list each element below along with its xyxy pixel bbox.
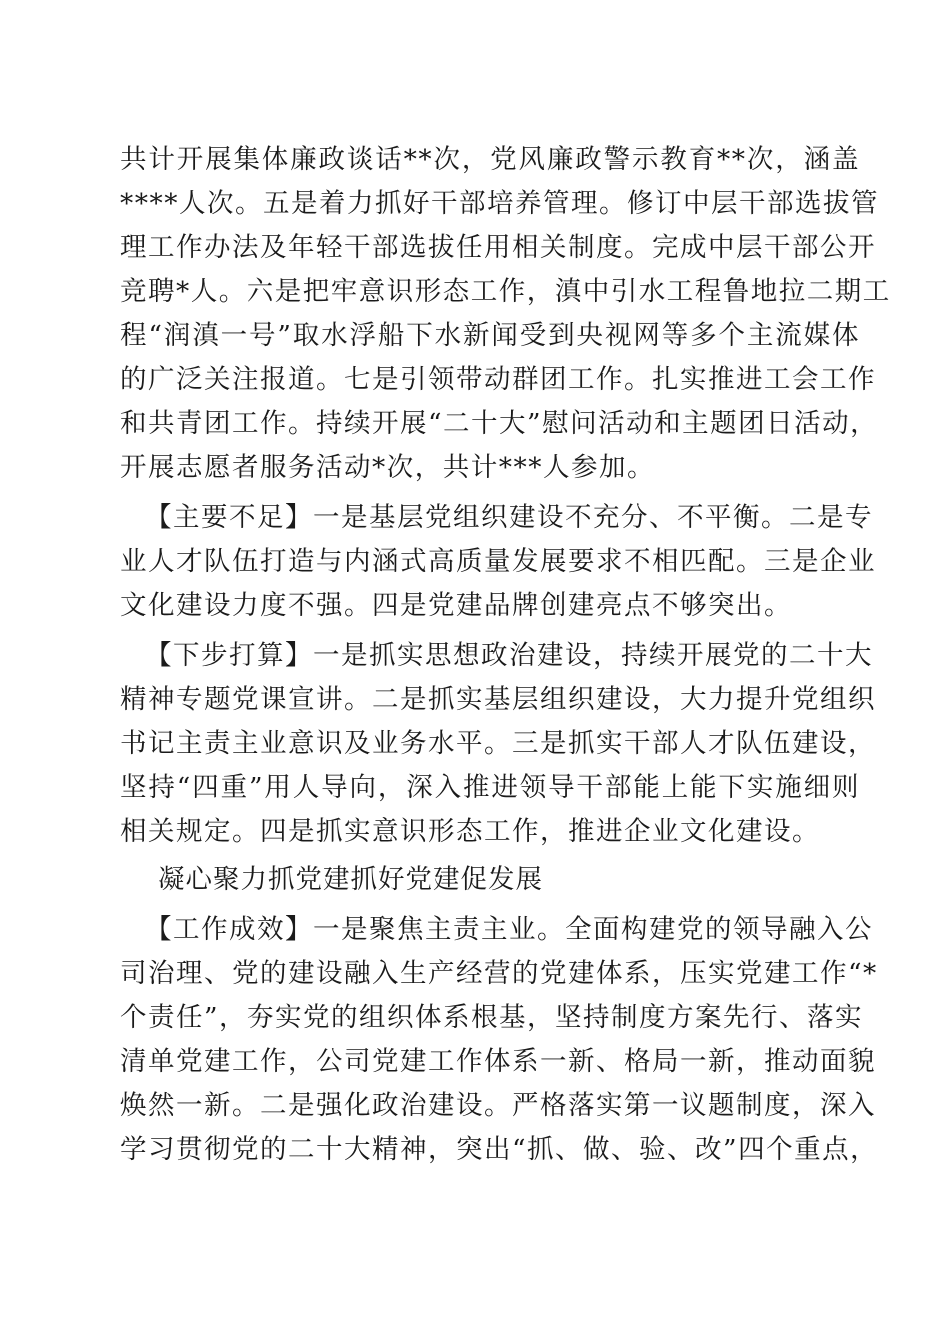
text-line: 共计开展集体廉政谈话**次，党风廉政警示教育**次，涵盖 (120, 144, 860, 175)
text-line: 司治理、党的建设融入生产经营的党建体系，压实党建工作“* (120, 958, 878, 989)
text-line: 清单党建工作，公司党建工作体系一新、格局一新，推动面貌 (120, 1046, 876, 1077)
text-line: 相关规定。四是抓实意识形态工作，推进企业文化建设。 (120, 816, 820, 847)
text-line: 焕然一新。二是强化政治建设。严格落实第一议题制度，深入 (120, 1090, 876, 1121)
text-line: 书记主责主业意识及业务水平。三是抓实干部人才队伍建设， (120, 728, 876, 759)
text-line: 和共青团工作。持续开展“二十大”慰问活动和主题团日活动， (120, 408, 879, 439)
text-line: 的广泛关注报道。七是引领带动群团工作。扎实推进工会工作 (120, 364, 876, 395)
text-line: 业人才队伍打造与内涵式高质量发展要求不相匹配。三是企业 (120, 546, 876, 577)
text-line: 程“润滇一号”取水浮船下水新闻受到央视网等多个主流媒体 (120, 320, 860, 351)
text-line: 坚持“四重”用人导向，深入推进领导干部能上能下实施细则 (120, 772, 860, 803)
text-line: ****人次。五是着力抓好干部培养管理。修订中层干部选拔管 (120, 188, 879, 219)
text-line: 文化建设力度不强。四是党建品牌创建亮点不够突出。 (120, 590, 792, 621)
section-heading: 凝心聚力抓党建抓好党建促发展 (158, 864, 543, 895)
paragraph-start-next-steps: 【下步打算】一是抓实思想政治建设，持续开展党的二十大 (145, 640, 873, 671)
text-line: 开展志愿者服务活动*次，共计***人参加。 (120, 452, 655, 483)
text-line: 竞聘*人。六是把牢意识形态工作，滇中引水工程鲁地拉二期工 (120, 276, 891, 307)
text-line: 个责任”，夯实党的组织体系根基，坚持制度方案先行、落实 (120, 1002, 864, 1033)
text-line: 精神专题党课宣讲。二是抓实基层组织建设，大力提升党组织 (120, 684, 876, 715)
paragraph-start-achievements: 【工作成效】一是聚焦主责主业。全面构建党的领导融入公 (145, 914, 873, 945)
paragraph-start-shortcomings: 【主要不足】一是基层党组织建设不充分、不平衡。二是专 (145, 502, 873, 533)
text-line: 理工作办法及年轻干部选拔任用相关制度。完成中层干部公开 (120, 232, 876, 263)
text-line: 学习贯彻党的二十大精神，突出“抓、做、验、改”四个重点， (120, 1134, 879, 1165)
